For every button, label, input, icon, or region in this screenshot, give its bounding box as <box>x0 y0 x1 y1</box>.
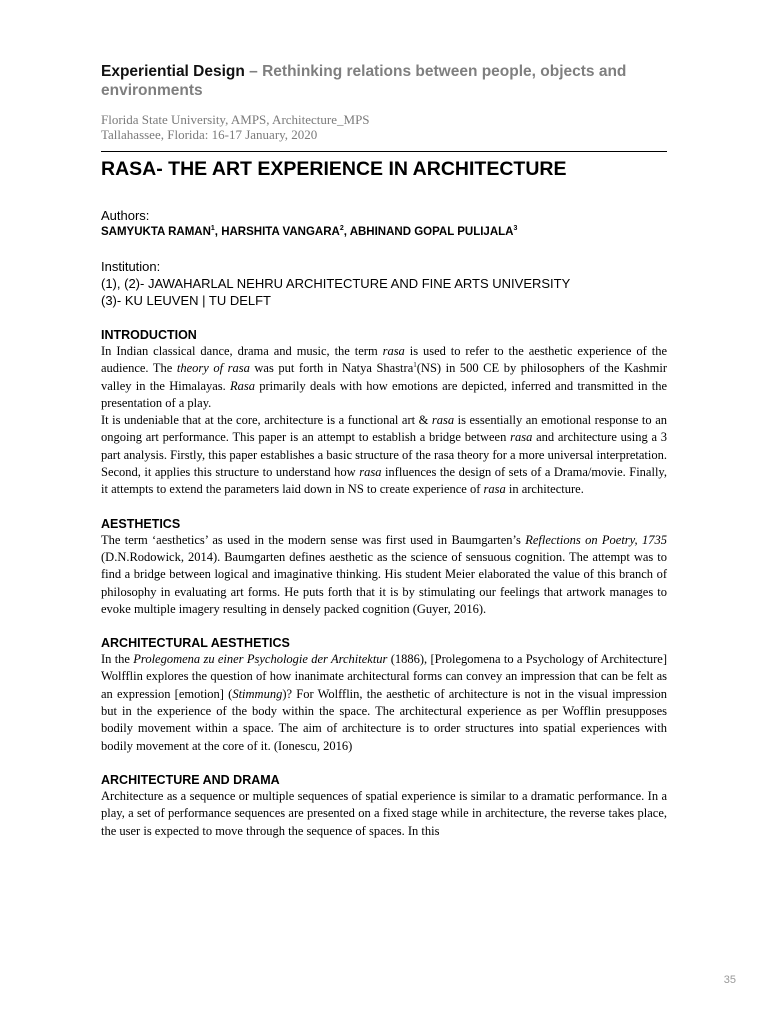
conference-line-1: Florida State University, AMPS, Architecture_MPS <box>101 112 370 127</box>
conference-line-2: Tallahassee, Florida: 16-17 January, 2020 <box>101 127 318 142</box>
introduction-paragraph-2: It is undeniable that at the core, architecture is a functional art & rasa is essentially an emotional response to an ongoing art performance. This paper is an attempt to establish a bridge between rasa and architecture using a 3 part analysis. Firstly, this paper establishes a basic structure of the rasa theory for a more universal interpretation. Second, it applies this structure to understand how rasa influences the design of sets of a Drama/movie. Finally, it attempts to extend the parameters laid down in NS to create experience of rasa in architecture. <box>101 413 667 497</box>
authors-label: Authors: <box>101 208 150 223</box>
section-heading-aesthetics: AESTHETICS <box>101 516 181 531</box>
authors-list <box>101 224 667 240</box>
introduction-paragraph-1: In Indian classical dance, drama and music, the term rasa is used to refer to the aesthetic experience of the audience. The theory of rasa was put forth in Natya Shastra$^1$(NS) in 500 CE by philosophers of the Kashmir valley in the Himalayas. Rasa primarily deals with how emotions are depicted, inferred and transmitted in the presentation of a play. <box>101 344 668 410</box>
footnote-mark: 1 <box>413 361 417 370</box>
conference-info <box>101 112 667 142</box>
section-heading-introduction: INTRODUCTION <box>101 328 197 342</box>
architecture-and-drama-paragraph: Architecture as a sequence or multiple sequences of spatial experience is similar to a dramatic performance. In a play, a set of performance sequences are presented on a fixed stage while in architecture, the reverse takes place, the user is expected to move through the sequence of spaces. In this <box>101 788 667 838</box>
section-heading-architecture-and-drama: ARCHITECTURE AND DRAMA <box>101 772 280 787</box>
page-number: 35 <box>723 974 736 986</box>
author-name: ABHINAND GOPAL PULIJALA <box>349 226 514 238</box>
header-rule <box>101 151 667 152</box>
author-name: HARSHITA VANGARA <box>221 226 340 238</box>
paper-page <box>101 62 667 840</box>
series-header <box>101 62 667 100</box>
author-separator: , <box>214 226 222 238</box>
author-affiliation-mark: 1 <box>210 225 215 233</box>
series-title: Experiential Design <box>101 63 245 80</box>
author-affiliation-mark: 3 <box>513 225 518 233</box>
author-name: SAMYUKTA RAMAN <box>101 226 211 238</box>
author-affiliation-mark: 2 <box>339 225 344 233</box>
series-dash: – <box>244 63 263 80</box>
section-heading-architectural-aesthetics: ARCHITECTURAL AESTHETICS <box>101 636 290 651</box>
author-separator: , <box>343 226 350 238</box>
aesthetics-paragraph: The term ‘aesthetics’ as used in the modern sense was first used in Baumgarten’s Reflections on Poetry, 1735 (D.N.Rodowick, 2014). Baumgarten defines aesthetic as the science of sensuous cognition. The attempt was to find a bridge between logical and imaginative thinking. His student Meier elaborated the value of this branch of philosophy in evaluating art forms. He puts forth that it is by stimulating our feelings that artwork manages to evoke multiple imagery resulting in densely packed cognition (Guyer, 2016). <box>101 532 667 616</box>
institution-line: (3)- KU LEUVEN | TU DELFT <box>101 293 271 308</box>
series-subtitle: Rethinking relations between people, objects and environments <box>101 63 627 99</box>
architectural-aesthetics-paragraph: In the Prolegomena zu einer Psychologie der Architektur (1886), [Prolegomena to a Psychology of Architecture] Wolfflin explores the question of how inanimate architectural forms can convey an impression that can be felt as an expression [emotion] (Stimmung)? For Wolfflin, the aesthetic of architecture is not in the visual impression but in the experience of the body within the space. The architectural experience as per Wofflin presupposes bodily movement within a space. The aim of architecture is to order structures into spatial experiences with bodily movement at the core of it. (Ionescu, 2016) <box>101 652 668 753</box>
paper-title: RASA- THE ART EXPERIENCE IN ARCHITECTURE <box>101 158 567 180</box>
institution-line: (1), (2)- JAWAHARLAL NEHRU ARCHITECTURE AND FINE ARTS UNIVERSITY <box>101 276 571 291</box>
institution-label: Institution: <box>101 259 161 274</box>
